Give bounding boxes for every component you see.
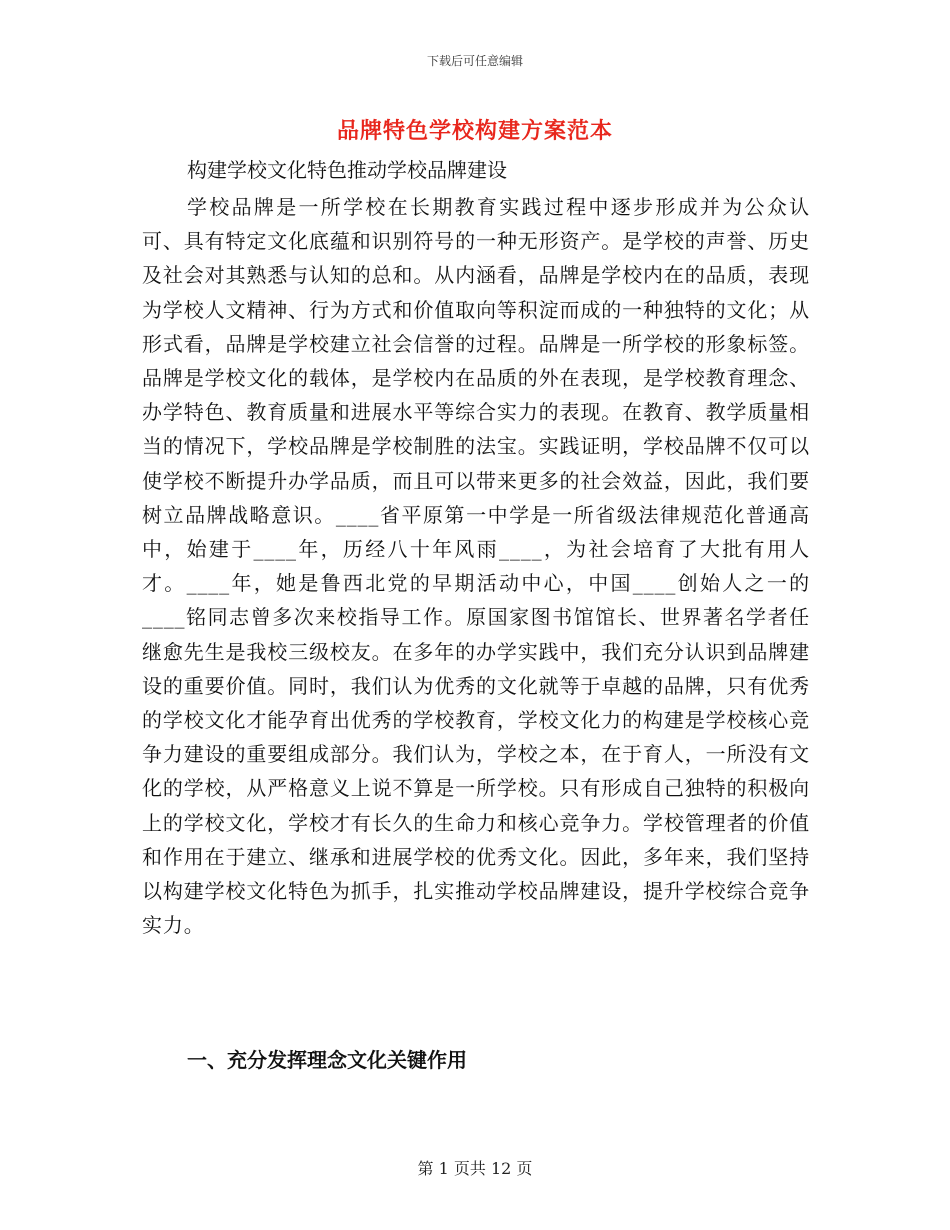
document-subtitle: 构建学校文化特色推动学校品牌建设 bbox=[187, 158, 507, 182]
body-paragraph: 学校品牌是一所学校在长期教育实践过程中逐步形成并为公众认可、具有特定文化底蕴和识别符号的一种无形资产。是学校的声誉、历史及社会对其熟悉与认知的总和。从内涵看，品牌是学校内在的品质，表现为学校人文精神、行为方式和价值取向等积淀而成的一种独特的文化；从形式看，品牌是学校建立社会信誉的过程。品牌是一所学校的形象标签。品牌是学校文化的载体，是学校内在品质的外在表现，是学校教育理念、办学特色、教育质量和进展水平等综合实力的表现。在教育、教学质量相当的情况下，学校品牌是学校制胜的法宝。实践证明，学校品牌不仅可以使学校不断提升办学品质，而且可以带来更多的社会效益，因此，我们要树立品牌战略意识。____省平原第一中学是一所省级法律规范化普通高中，始建于____年，历经八十年风雨____，为社会培育了大批有用人才。____年，她是鲁西北党的早期活动中心，中国____创始人之一的____铭同志曾多次来校指导工作。原国家图书馆馆长、世界著名学者任继愈先生是我校三级校友。在多年的办学实践中，我们充分认识到品牌建设的重要价值。同时，我们认为优秀的文化就等于卓越的品牌，只有优秀的学校文化才能孕育出优秀的学校教育，学校文化力的构建是学校核心竞争力建设的重要组成部分。我们认为，学校之本，在于育人，一所没有文化的学校，从严格意义上说不算是一所学校。只有形成自己独特的积极向上的学校文化，学校才有长久的生命力和核心竞争力。学校管理者的价值和作用在于建立、继承和进展学校的优秀文化。因此，多年来，我们坚持以构建学校文化特色为抓手，扎实推动学校品牌建设，提升学校综合竞争实力。 bbox=[142, 195, 810, 938]
page-number: 第 1 页共 12 页 bbox=[417, 1159, 533, 1178]
section-heading: 一、充分发挥理念文化关键作用 bbox=[187, 1048, 467, 1072]
document-title: 品牌特色学校构建方案范本 bbox=[336, 118, 613, 144]
header-note: 下载后可任意编辑 bbox=[426, 54, 523, 68]
